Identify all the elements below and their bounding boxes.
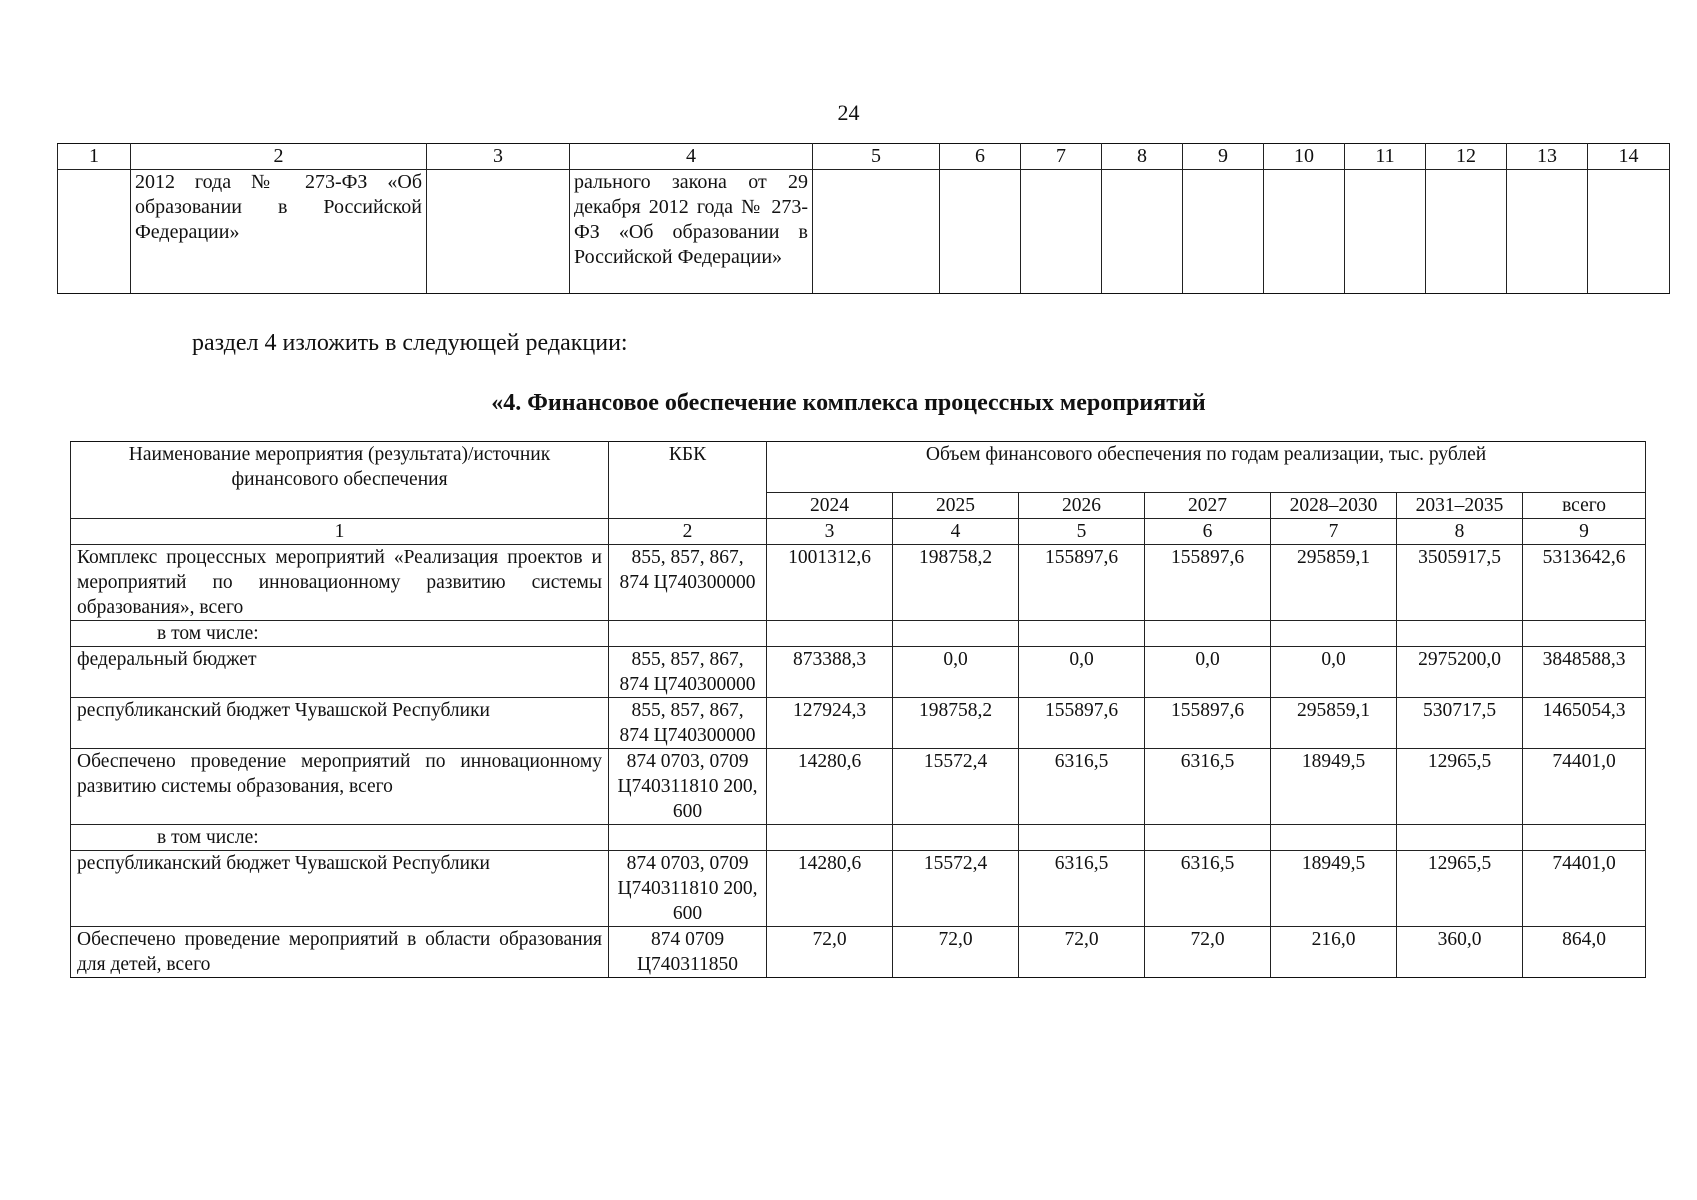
header-name: Наименование мероприятия (результата)/источник финансового обеспечения — [71, 442, 609, 519]
law-reference-cell: рального закона от 29 декабря 2012 года № 273-ФЗ «Об образовании в Российской Федерации» — [570, 170, 813, 294]
amount-2025: 0,0 — [893, 647, 1019, 698]
amount-2025: 72,0 — [893, 927, 1019, 978]
amount-total: 3848588,3 — [1523, 647, 1646, 698]
header-year: 2028–2030 — [1271, 493, 1397, 519]
amount-2027 — [1145, 825, 1271, 851]
activity-name: Обеспечено проведение мероприятий в области образования для детей, всего — [71, 927, 609, 978]
kbk-code: 855, 857, 867, 874 Ц740300000 — [609, 698, 767, 749]
amount-2027: 72,0 — [1145, 927, 1271, 978]
amount-2031-2035 — [1397, 825, 1523, 851]
table-cell — [813, 170, 940, 294]
kbk-code — [609, 621, 767, 647]
amount-total: 1465054,3 — [1523, 698, 1646, 749]
amount-2027: 0,0 — [1145, 647, 1271, 698]
table-cell — [58, 170, 131, 294]
amount-2031-2035 — [1397, 621, 1523, 647]
column-number: 4 — [570, 144, 813, 170]
continuation-table — [57, 143, 1670, 294]
amount-2026: 155897,6 — [1019, 698, 1145, 749]
column-number: 13 — [1507, 144, 1588, 170]
amount-2026: 6316,5 — [1019, 749, 1145, 825]
kbk-code: 874 0709 Ц740311850 — [609, 927, 767, 978]
amount-2026: 72,0 — [1019, 927, 1145, 978]
kbk-code: 874 0703, 0709 Ц740311810 200, 600 — [609, 851, 767, 927]
kbk-code — [609, 825, 767, 851]
finance-table — [70, 441, 1646, 978]
header-kbk: КБК — [609, 442, 767, 519]
activity-name: республиканский бюджет Чувашской Республики — [71, 851, 609, 927]
table-row — [71, 698, 1646, 749]
table-row — [71, 545, 1646, 621]
amount-2031-2035: 3505917,5 — [1397, 545, 1523, 621]
amount-2027: 6316,5 — [1145, 851, 1271, 927]
amount-2025 — [893, 621, 1019, 647]
table-cell — [1021, 170, 1102, 294]
amount-total: 74401,0 — [1523, 749, 1646, 825]
table-cell — [1183, 170, 1264, 294]
amount-total: 5313642,6 — [1523, 545, 1646, 621]
table-cell — [1426, 170, 1507, 294]
amount-total — [1523, 825, 1646, 851]
column-number: 9 — [1183, 144, 1264, 170]
amount-2028-2030: 216,0 — [1271, 927, 1397, 978]
section-title: «4. Финансовое обеспечение комплекса процессных мероприятий — [491, 390, 1206, 416]
law-reference-cell: 2012 года № 273-ФЗ «Об образовании в Российской Федерации» — [131, 170, 427, 294]
column-number: 5 — [813, 144, 940, 170]
table-row — [71, 749, 1646, 825]
activity-name: Обеспечено проведение мероприятий по инновационному развитию системы образования, всего — [71, 749, 609, 825]
amount-2031-2035: 530717,5 — [1397, 698, 1523, 749]
column-number: 2 — [609, 519, 767, 545]
activity-name: Комплекс процессных мероприятий «Реализация проектов и мероприятий по инновационному развитию системы образования», всего — [71, 545, 609, 621]
column-number-row — [58, 144, 1670, 170]
kbk-code: 874 0703, 0709 Ц740311810 200, 600 — [609, 749, 767, 825]
column-number: 9 — [1523, 519, 1646, 545]
amount-2026 — [1019, 621, 1145, 647]
amount-2026: 6316,5 — [1019, 851, 1145, 927]
amount-2027: 155897,6 — [1145, 545, 1271, 621]
activity-name: в том числе: — [71, 825, 609, 851]
header-row — [71, 442, 1646, 493]
amount-2031-2035: 360,0 — [1397, 927, 1523, 978]
amount-total: 74401,0 — [1523, 851, 1646, 927]
header-year: 2025 — [893, 493, 1019, 519]
table-row — [71, 851, 1646, 927]
amount-2025: 198758,2 — [893, 545, 1019, 621]
amount-total — [1523, 621, 1646, 647]
table-row — [71, 927, 1646, 978]
table-cell — [427, 170, 570, 294]
amount-2028-2030: 18949,5 — [1271, 749, 1397, 825]
header-year: 2026 — [1019, 493, 1145, 519]
column-number: 10 — [1264, 144, 1345, 170]
header-year: 2031–2035 — [1397, 493, 1523, 519]
instruction-text: раздел 4 изложить в следующей редакции: — [192, 330, 628, 356]
table-row — [58, 170, 1670, 294]
table-row — [71, 825, 1646, 851]
amount-2027 — [1145, 621, 1271, 647]
amount-2025: 15572,4 — [893, 851, 1019, 927]
amount-2026 — [1019, 825, 1145, 851]
amount-2024: 72,0 — [767, 927, 893, 978]
page-number: 24 — [837, 100, 860, 125]
activity-name: в том числе: — [71, 621, 609, 647]
column-number: 7 — [1021, 144, 1102, 170]
table-cell — [1102, 170, 1183, 294]
table-cell — [1264, 170, 1345, 294]
amount-2025: 15572,4 — [893, 749, 1019, 825]
amount-2024: 873388,3 — [767, 647, 893, 698]
amount-2028-2030 — [1271, 825, 1397, 851]
table-cell — [1588, 170, 1670, 294]
column-number: 8 — [1102, 144, 1183, 170]
amount-2025: 198758,2 — [893, 698, 1019, 749]
amount-2024: 1001312,6 — [767, 545, 893, 621]
column-number: 12 — [1426, 144, 1507, 170]
column-number: 7 — [1271, 519, 1397, 545]
table-cell — [1507, 170, 1588, 294]
column-number: 1 — [58, 144, 131, 170]
amount-2028-2030: 18949,5 — [1271, 851, 1397, 927]
column-number: 8 — [1397, 519, 1523, 545]
column-number: 3 — [427, 144, 570, 170]
column-number: 1 — [71, 519, 609, 545]
kbk-code: 855, 857, 867, 874 Ц740300000 — [609, 545, 767, 621]
header-year: всего — [1523, 493, 1646, 519]
table-cell — [940, 170, 1021, 294]
amount-2031-2035: 2975200,0 — [1397, 647, 1523, 698]
amount-2028-2030 — [1271, 621, 1397, 647]
amount-2031-2035: 12965,5 — [1397, 749, 1523, 825]
column-number: 11 — [1345, 144, 1426, 170]
table-row — [71, 647, 1646, 698]
amount-2028-2030: 0,0 — [1271, 647, 1397, 698]
amount-2024 — [767, 825, 893, 851]
column-number: 4 — [893, 519, 1019, 545]
header-volume: Объем финансового обеспечения по годам реализации, тыс. рублей — [767, 442, 1646, 493]
amount-2028-2030: 295859,1 — [1271, 698, 1397, 749]
amount-2024: 14280,6 — [767, 749, 893, 825]
amount-2027: 155897,6 — [1145, 698, 1271, 749]
header-year: 2027 — [1145, 493, 1271, 519]
amount-2028-2030: 295859,1 — [1271, 545, 1397, 621]
amount-2026: 0,0 — [1019, 647, 1145, 698]
column-number-row — [71, 519, 1646, 545]
amount-2026: 155897,6 — [1019, 545, 1145, 621]
column-number: 5 — [1019, 519, 1145, 545]
amount-total: 864,0 — [1523, 927, 1646, 978]
amount-2027: 6316,5 — [1145, 749, 1271, 825]
header-year: 2024 — [767, 493, 893, 519]
table-row — [71, 621, 1646, 647]
column-number: 6 — [940, 144, 1021, 170]
activity-name: федеральный бюджет — [71, 647, 609, 698]
activity-name: республиканский бюджет Чувашской Республики — [71, 698, 609, 749]
amount-2024: 14280,6 — [767, 851, 893, 927]
amount-2031-2035: 12965,5 — [1397, 851, 1523, 927]
amount-2024: 127924,3 — [767, 698, 893, 749]
column-number: 6 — [1145, 519, 1271, 545]
amount-2024 — [767, 621, 893, 647]
kbk-code: 855, 857, 867, 874 Ц740300000 — [609, 647, 767, 698]
column-number: 2 — [131, 144, 427, 170]
column-number: 3 — [767, 519, 893, 545]
amount-2025 — [893, 825, 1019, 851]
table-cell — [1345, 170, 1426, 294]
column-number: 14 — [1588, 144, 1670, 170]
